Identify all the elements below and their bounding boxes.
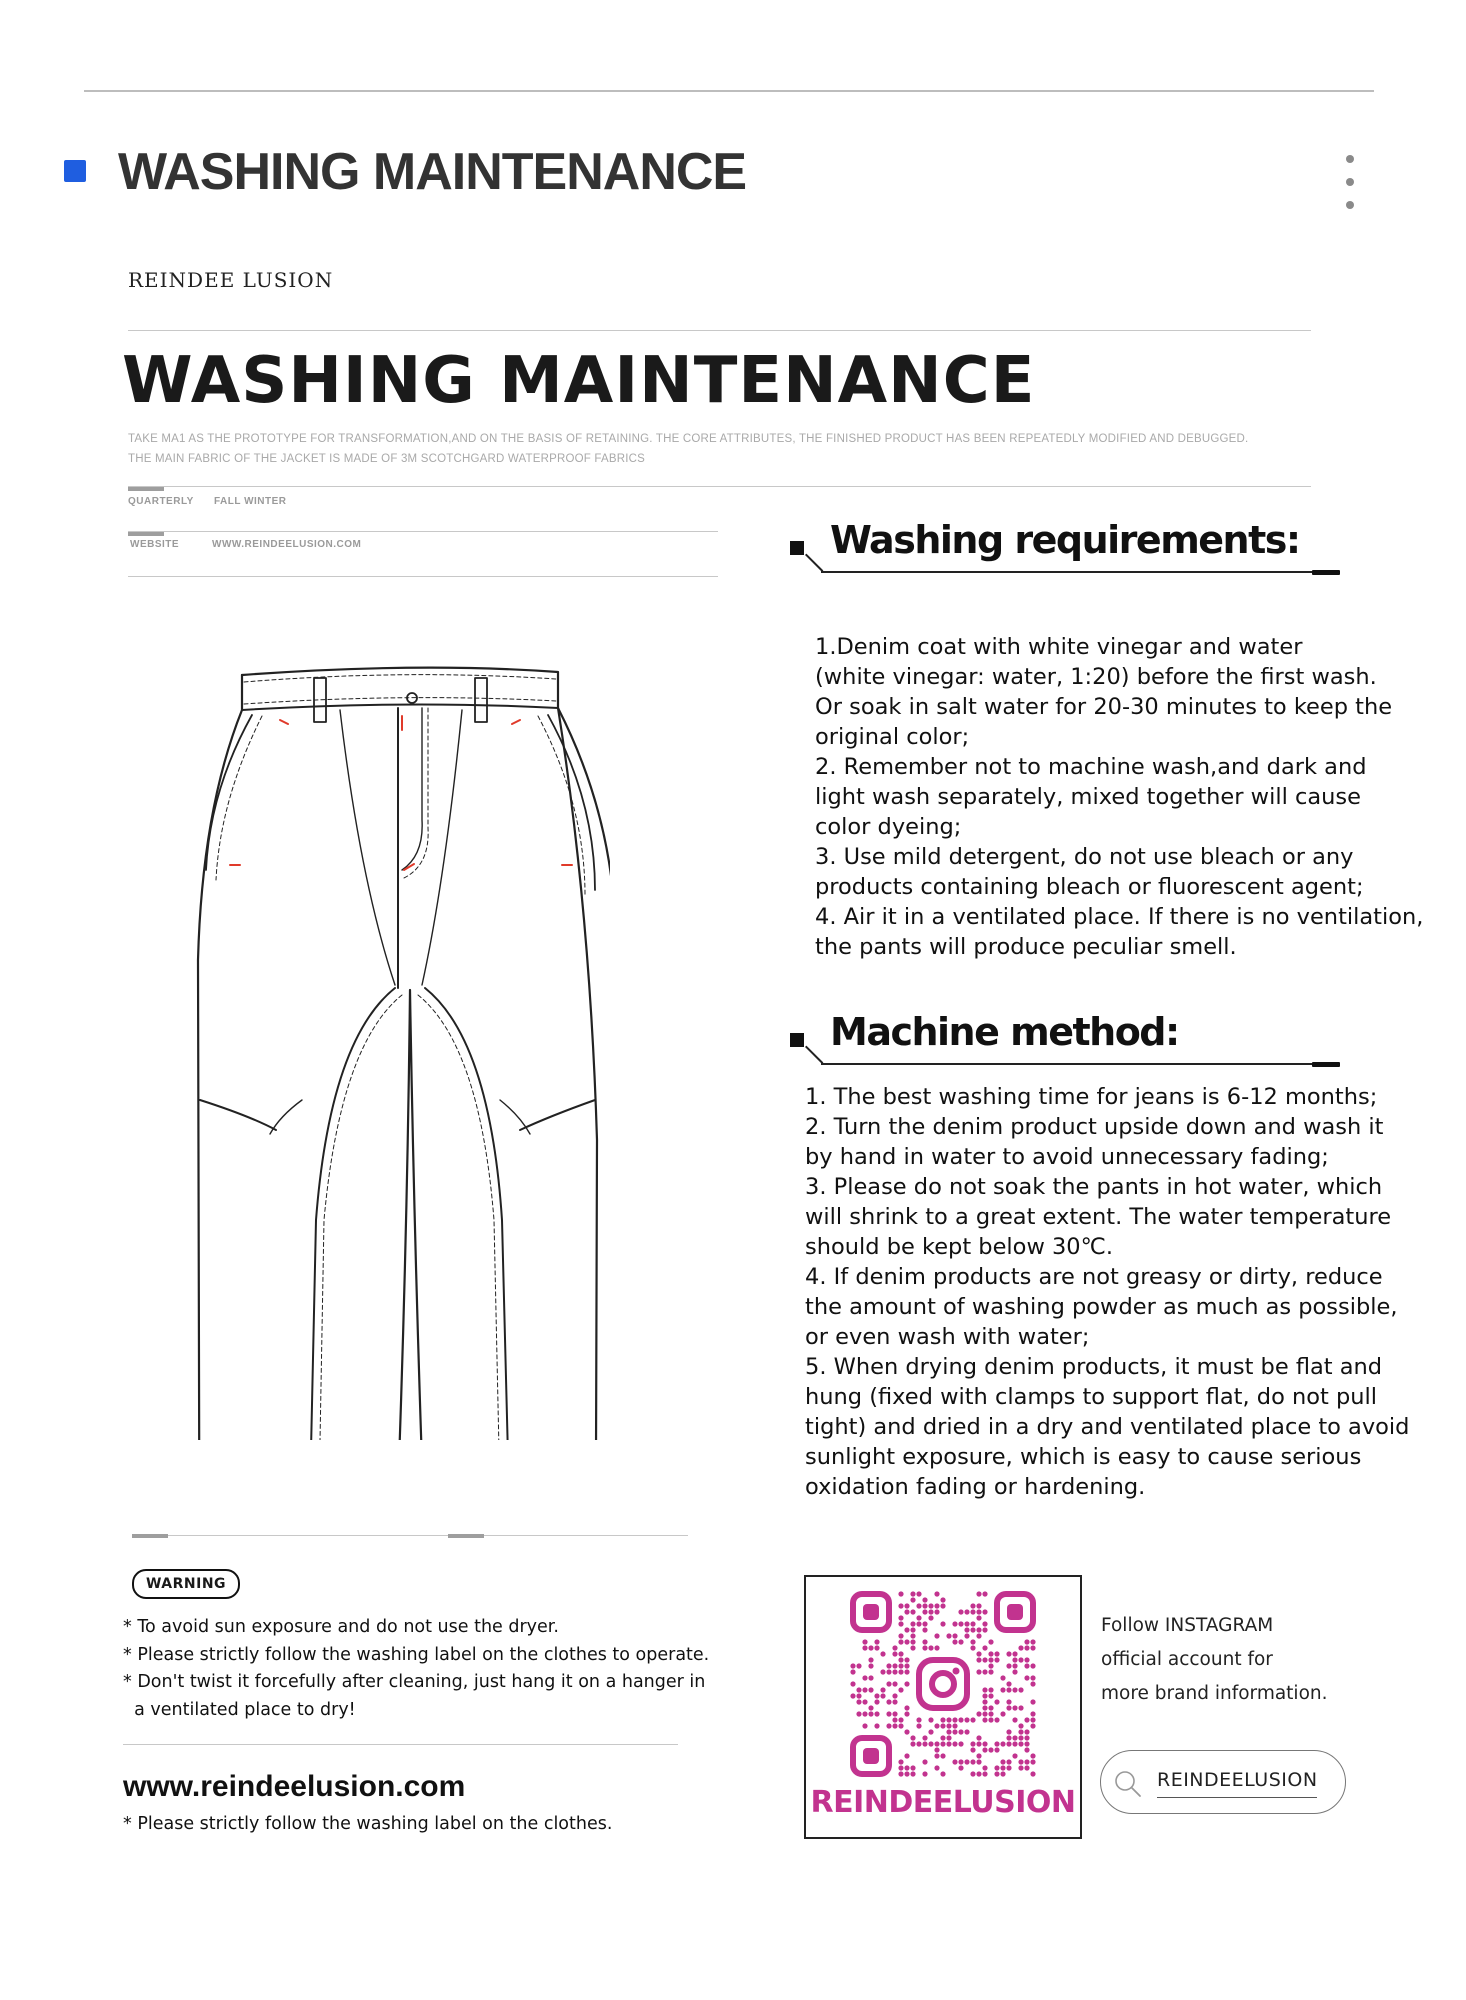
qr-code-icon [850,1591,1036,1777]
machine-section-underline [821,1063,1315,1065]
warning-divider [123,1744,678,1745]
brand-title: WASHING MAINTENANCE [122,344,1036,418]
quarterly-value: FALL WINTER [214,496,287,507]
warning-line: * To avoid sun exposure and do not use the dryer. [123,1617,559,1637]
follow-line: Follow INSTAGRAM [1101,1615,1274,1636]
washing-section-connector [805,554,823,572]
meta-divider [128,531,718,532]
machine-line: oxidation fading or hardening. [805,1474,1146,1500]
instagram-qr-code[interactable] [804,1575,1082,1839]
warning-line: a ventilated place to dry! [123,1699,356,1720]
brand-description-line2: THE MAIN FABRIC OF THE JACKET IS MADE OF 3M SCOTCHGARD WATERPROOF FABRICS [128,453,646,465]
washing-line: Or soak in salt water for 20-30 minutes to keep the [815,694,1393,720]
footer-website[interactable]: www.reindeelusion.com [123,1770,466,1803]
washing-line: products containing bleach or fluorescent agent; [815,874,1364,900]
instagram-icon [919,1660,967,1708]
warning-line: * Please strictly follow the washing label on the clothes to operate. [123,1644,710,1665]
qr-brand-name: REINDEELUSION [810,1785,1076,1820]
washing-line: the pants will produce peculiar smell. [815,934,1237,960]
machine-line: sunlight exposure, which is easy to cause serious [805,1444,1362,1470]
meta-divider-bottom [128,576,718,577]
illustration-divider [132,1535,688,1536]
follow-line: more brand information. [1101,1683,1328,1704]
machine-section-connector [805,1046,823,1064]
washing-line: 1.Denim coat with white vinegar and water [815,634,1303,660]
illustration-tab-right [448,1534,484,1538]
machine-section-cap [1312,1062,1340,1067]
website-tab [128,532,164,536]
brand-description-line1: TAKE MA1 AS THE PROTOTYPE FOR TRANSFORMATION,AND ON THE BASIS OF RETAINING. THE CORE ATTRIBUTES, THE FINISHED PRODUCT HAS BEEN REPEATEDLY MODIFIED AND DEBUGGED. [128,433,1249,445]
footer-note: * Please strictly follow the washing label on the clothes. [123,1814,613,1834]
warning-text [123,1614,709,1724]
website-label: WEBSITE [130,539,180,550]
machine-line: or even wash with water; [805,1324,1090,1350]
search-underline [1157,1797,1317,1798]
washing-line: light wash separately, mixed together will cause [815,784,1361,810]
machine-line: 1. The best washing time for jeans is 6-12 months; [805,1084,1378,1110]
machine-method-text [805,1082,1409,1502]
brand-name: REINDEE LUSION [128,268,334,292]
illustration-tab-left [132,1534,168,1538]
brand-divider [128,330,1311,331]
quarterly-tab [128,487,164,491]
washing-line: (white vinegar: water, 1:20) before the first wash. [815,664,1377,690]
machine-method-title: Machine method: [830,1010,1179,1054]
washing-line: 3. Use mild detergent, do not use bleach or any [815,844,1354,870]
machine-line: will shrink to a great extent. The water temperature [805,1204,1392,1230]
instagram-search-box[interactable] [1100,1750,1346,1814]
machine-section-marker [790,1033,804,1047]
washing-line: color dyeing; [815,814,962,840]
washing-line: original color; [815,724,970,750]
machine-line: 2. Turn the denim product upside down and wash it [805,1114,1384,1140]
washing-section-underline [821,571,1315,573]
pants-technical-drawing [190,660,610,1440]
machine-line: tight) and dried in a dry and ventilated place to avoid [805,1414,1410,1440]
machine-line: 3. Please do not soak the pants in hot water, which [805,1174,1383,1200]
vertical-dots-icon[interactable] [1346,155,1356,224]
follow-line: official account for [1101,1649,1273,1670]
quarterly-label: QUARTERLY [128,496,194,507]
machine-line: hung (fixed with clamps to support flat, do not pull [805,1384,1378,1410]
search-label: REINDEELUSION [1157,1769,1318,1791]
washing-section-cap [1312,570,1340,575]
washing-requirements-text [815,632,1423,962]
description-divider [128,486,1311,487]
washing-line: 4. Air it in a ventilated place. If there is no ventilation, [815,904,1424,930]
follow-instagram-text [1101,1609,1328,1711]
machine-line: 4. If denim products are not greasy or dirty, reduce [805,1264,1383,1290]
warning-badge: WARNING [132,1569,240,1599]
search-icon [1113,1769,1143,1799]
website-value[interactable]: WWW.REINDEELUSION.COM [212,539,362,550]
machine-line: by hand in water to avoid unnecessary fading; [805,1144,1329,1170]
machine-line: 5. When drying denim products, it must be flat and [805,1354,1383,1380]
accent-square [64,160,86,182]
washing-requirements-title: Washing requirements: [830,518,1300,562]
machine-line: should be kept below 30℃. [805,1234,1114,1260]
top-divider [84,90,1374,92]
page-title: WASHING MAINTENANCE [118,143,747,201]
machine-line: the amount of washing powder as much as possible, [805,1294,1398,1320]
washing-line: 2. Remember not to machine wash,and dark and [815,754,1367,780]
warning-line: * Don't twist it forcefully after cleaning, just hang it on a hanger in [123,1672,706,1692]
washing-section-marker [790,541,804,555]
